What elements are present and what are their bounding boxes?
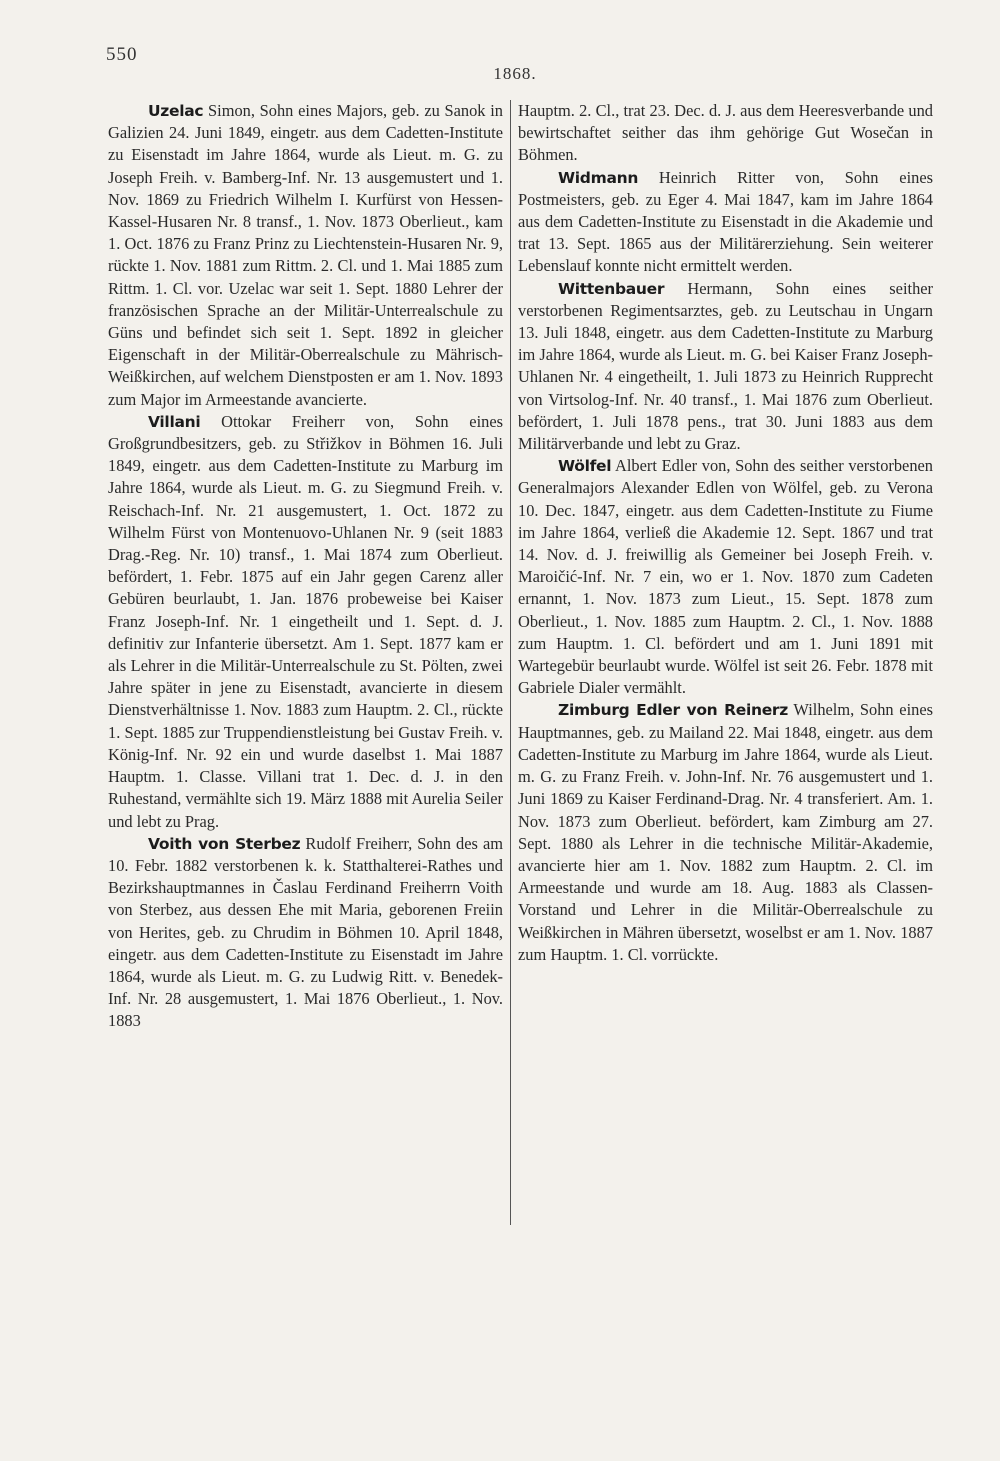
entry-text: Hauptm. 2. Cl., trat 23. Dec. d. J. aus dem Heeresverbande und bewirtschaftet seither das ihm gehörige Gut Wosečan in Böhmen.: [518, 101, 933, 165]
entry-name: Wittenbauer: [558, 279, 665, 298]
page-number: 550: [106, 44, 138, 65]
entry-name: Wölfel: [558, 457, 612, 476]
entry-continuation: [518, 100, 933, 167]
entry-voith-von-sterbez: [108, 833, 503, 1033]
entry-widmann: [518, 167, 933, 278]
entry-zimburg: [518, 699, 933, 965]
entry-villani: [108, 411, 503, 833]
entry-text: Ottokar Freiherr von, Sohn eines Großgrundbesitzers, geb. zu Střižkov in Böhmen 16. Juli 1849, eingetr. aus dem Cadetten-Institute zu Marburg im Jahre 1864, wurde als Lieut. m. G. zu Siegmund Freih. v. Reischach-Inf. Nr. 21 ausgemustert, 1. Oct. 1872 zu Wilhelm Fürst von Montenuovo-Uhlanen Nr. 9 (seit 1883 Drag.-Reg. Nr. 10) transf., 1. Mai 1874 zum Oberlieut. befördert, 1. Febr. 1875 auf ein Jahr gegen Carenz aller Gebüren beurlaubt, 1. Jan. 1876 probeweise bei Kaiser Franz Joseph-Inf. Nr. 1 eingetheilt und 1. Sept. d. J. definitiv zur Infanterie übersetzt. Am 1. Sept. 1877 kam er als Lehrer in die Militär-Unterrealschule zu St. Pölten, zwei Jahre später in jene zu Eisenstadt, avancierte in diesem Dienstverhältnisse 1. Nov. 1883 zum Hauptm. 2. Cl., rückte 1. Sept. 1885 zur Truppendienstleistung bei Gustav Freih. v. König-Inf. Nr. 92 ein und wurde daselbst 1. Mai 1887 Hauptm. 1. Classe. Villani trat 1. Dec. d. J. in den Ruhestand, vermählte sich 19. März 1888 mit Aurelia Seiler und lebt zu Prag.: [108, 411, 503, 831]
left-column: [108, 100, 503, 1033]
entry-text: Albert Edler von, Sohn des seither verstorbenen Generalmajors Alexander Edlen von Wölfel, geb. zu Verona 10. Dec. 1847, eingetr. aus dem Cadetten-Institute zu Fiume im Jahre 1864, verließ die Akademie 12. Sept. 1867 und trat 14. Nov. d. J. freiwillig als Gemeiner bei Joseph Freih. v. Maroičić-Inf. Nr. 7 ein, wo er 1. Nov. 1870 zum Cadeten ernannt, 1. Nov. 1873 zum Lieut., 15. Sept. 1878 zum Oberlieut., 1. Nov. 1885 zum Hauptm. 2. Cl., 1. Nov. 1888 zum Hauptm. 1. Cl. befördert und am 1. Juni 1891 mit Wartegebür beurlaubt wurde. Wölfel ist seit 26. Febr. 1878 mit Gabriele Dialer vermählt.: [518, 456, 933, 698]
entry-text: Hermann, Sohn eines seither verstorbenen Regimentsarztes, geb. zu Leutschau in Ungarn 13. Juli 1848, eingetr. aus dem Cadetten-Institute zu Marburg im Jahre 1864, wurde als Lieut. m. G. bei Kaiser Franz Joseph-Uhlanen Nr. 4 eingetheilt, 1. Juli 1873 zu Heinrich Rupprecht von Virtsolog-Inf. Nr. 40 transf., 1. Mai 1876 zum Oberlieut. befördert, 1. Juli 1878 pens., trat 30. Juni 1883 aus dem Militärverbande und lebt zu Graz.: [518, 278, 933, 454]
entry-text: Simon, Sohn eines Majors, geb. zu Sanok in Galizien 24. Juni 1849, eingetr. aus dem Cadetten-Institute zu Eisenstadt im Jahre 1864, wurde als Lieut. m. G. zu Joseph Freih. v. Bamberg-Inf. Nr. 13 ausgemustert und 1. Nov. 1869 zu Friedrich Wilhelm I. Kurfürst von Hessen-Kassel-Husaren Nr. 8 transf., 1. Nov. 1873 Oberlieut., kam 1. Oct. 1876 zu Franz Prinz zu Liechtenstein-Husaren Nr. 9, rückte 1. Nov. 1881 zum Rittm. 2. Cl. und 1. Mai 1885 zum Rittm. 1. Cl. vor. Uzelac war seit 1. Sept. 1880 Lehrer der französischen Sprache an der Militär-Unterrealschule zu Güns und befindet sich seit 1. Sept. 1892 in gleicher Eigenschaft in der Militär-Oberrealschule zu Mährisch-Weißkirchen, auf welchem Dienstposten er am 1. Nov. 1893 zum Major im Armeestande avancierte.: [108, 101, 503, 409]
right-column: [518, 100, 933, 966]
page-year-header: 1868.: [493, 64, 537, 83]
entry-name: Zimburg Edler von Reinerz: [558, 701, 788, 720]
entry-woelfel: [518, 455, 933, 699]
entry-name: Uzelac: [148, 102, 204, 120]
entry-text: Rudolf Freiherr, Sohn des am 10. Febr. 1882 verstorbenen k. k. Statthalterei-Rathes und Bezirkshauptmannes in Časlau Ferdinand Freiherrn Voith von Sterbez, aus dessen Ehe mit Maria, geborenen Freiin von Herites, geb. zu Chrudim in Böhmen 10. April 1848, eingetr. aus dem Cadetten-Institute zu Eisenstadt im Jahre 1864, wurde als Lieut. m. G. zu Ludwig Ritt. v. Benedek-Inf. Nr. 28 ausgemustert, 1. Mai 1876 Oberlieut., 1. Nov. 1883: [108, 833, 503, 1031]
entry-uzelac: [108, 100, 503, 411]
entry-name: Voith von Sterbez: [148, 834, 301, 853]
entry-wittenbauer: [518, 278, 933, 456]
entry-text: Wilhelm, Sohn eines Hauptmannes, geb. zu Mailand 22. Mai 1848, eingetr. aus dem Cadetten-Institute zu Marburg im Jahre 1864, wurde als Lieut. m. G. zu Franz Freih. v. John-Inf. Nr. 76 ausgemustert und 1. Juni 1869 zu Kaiser Ferdinand-Drag. Nr. 4 transferiert. Am. 1. Nov. 1873 zum Oberlieut. befördert, kam Zimburg am 27. Sept. 1880 als Lehrer in die technische Militär-Akademie, avancierte hier am 1. Nov. 1882 zum Hauptm. 2. Cl. im Armeestande und wurde am 18. Aug. 1883 als Classen-Vorstand und Lehrer in die Militär-Oberrealschule zu Weißkirchen in Mähren übersetzt, woselbst er am 1. Nov. 1887 zum Hauptm. 1. Cl. vorrückte.: [518, 700, 933, 964]
column-divider: [510, 100, 511, 1225]
entry-text: Heinrich Ritter von, Sohn eines Postmeisters, geb. zu Eger 4. Mai 1847, kam im Jahre 1864 aus dem Cadetten-Institute zu Eisenstadt in die Akademie und trat 13. Sept. 1865 aus der Militärerziehung. Sein weiterer Lebenslauf konnte nicht ermittelt werden.: [518, 167, 933, 276]
entry-name: Villani: [148, 412, 201, 431]
entry-name: Widmann: [558, 168, 639, 187]
